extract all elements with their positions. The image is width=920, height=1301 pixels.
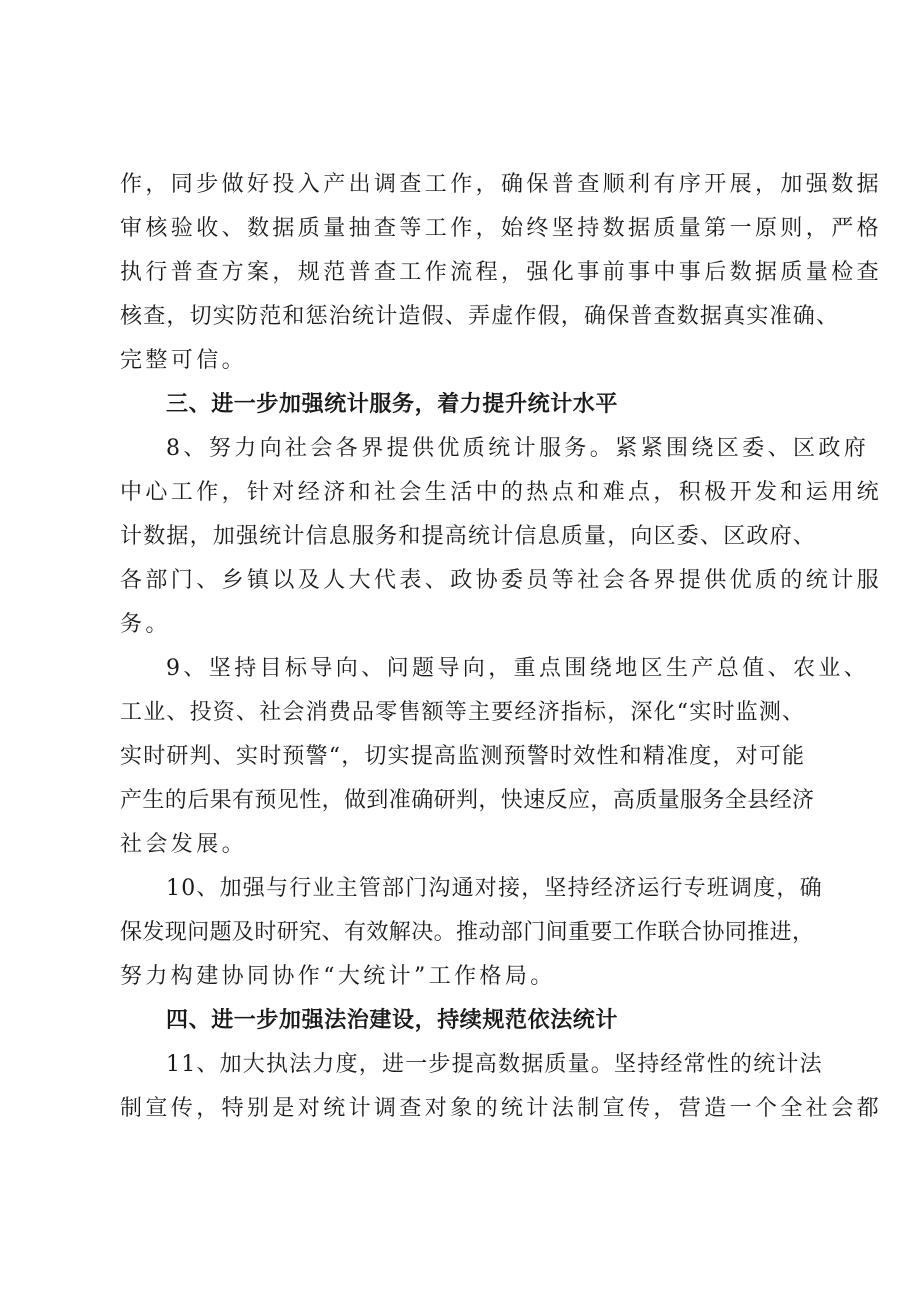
section-heading-3: 三、进一步加强统计服务，着力提升统计水平 — [166, 392, 619, 417]
paragraph-line: 核查，切实防范和惩治统计造假、弄虚作假，确保普查数据真实准确、 — [120, 304, 840, 329]
section-heading-4: 四、进一步加强法治建设，持续规范依法统计 — [166, 1008, 619, 1033]
paragraph-line: 社会发展。 — [120, 832, 248, 857]
paragraph-line: 制宣传，特别是对统计调查对象的统计法制宣传，营造一个全社会都 — [120, 1096, 883, 1121]
paragraph-line: 产生的后果有预见性，做到准确研判，快速反应，高质量服务全县经济 — [120, 788, 815, 813]
paragraph-line: 保发现问题及时研究、有效解决。推动部门间重要工作联合协同推进， — [120, 920, 815, 945]
paragraph-line: 计数据，加强统计信息服务和提高统计信息质量，向区委、区政府、 — [120, 524, 817, 549]
paragraph-line: 工业、投资、社会消费品零售额等主要经济指标，深化“实时监测、 — [120, 700, 806, 725]
paragraph-line: 9、坚持目标导向、问题导向，重点围绕地区生产总值、农业、 — [166, 656, 870, 681]
paragraph-line: 作，同步做好投入产出调查工作，确保普查顺利有序开展，加强数据 — [120, 172, 883, 197]
paragraph-line: 中心工作，针对经济和社会生活中的热点和难点，积极开发和运用统 — [120, 480, 883, 505]
paragraph-line: 执行普查方案，规范普查工作流程，强化事前事中事后数据质量检查 — [120, 260, 883, 285]
paragraph-line: 11、加大执法力度，进一步提高数据质量。坚持经常性的统计法 — [166, 1052, 823, 1077]
paragraph-line: 实时研判、实时预警“，切实提高监测预警时效性和精准度，对可能 — [120, 744, 806, 769]
paragraph-line: 各部门、乡镇以及人大代表、政协委员等社会各界提供优质的统计服 — [120, 568, 883, 593]
paragraph-line: 务。 — [120, 612, 171, 637]
paragraph-line: 完整可信。 — [120, 348, 248, 373]
paragraph-line: 8、努力向社会各界提供优质统计服务。紧紧围绕区委、区政府 — [166, 436, 870, 461]
paragraph-line: 努力构建协同协作“大统计”工作格局。 — [120, 964, 556, 989]
paragraph-line: 审核验收、数据质量抽查等工作，始终坚持数据质量第一原则，严格 — [120, 216, 883, 241]
paragraph-line: 10、加强与行业主管部门沟通对接，坚持经济运行专班调度，确 — [166, 876, 823, 901]
